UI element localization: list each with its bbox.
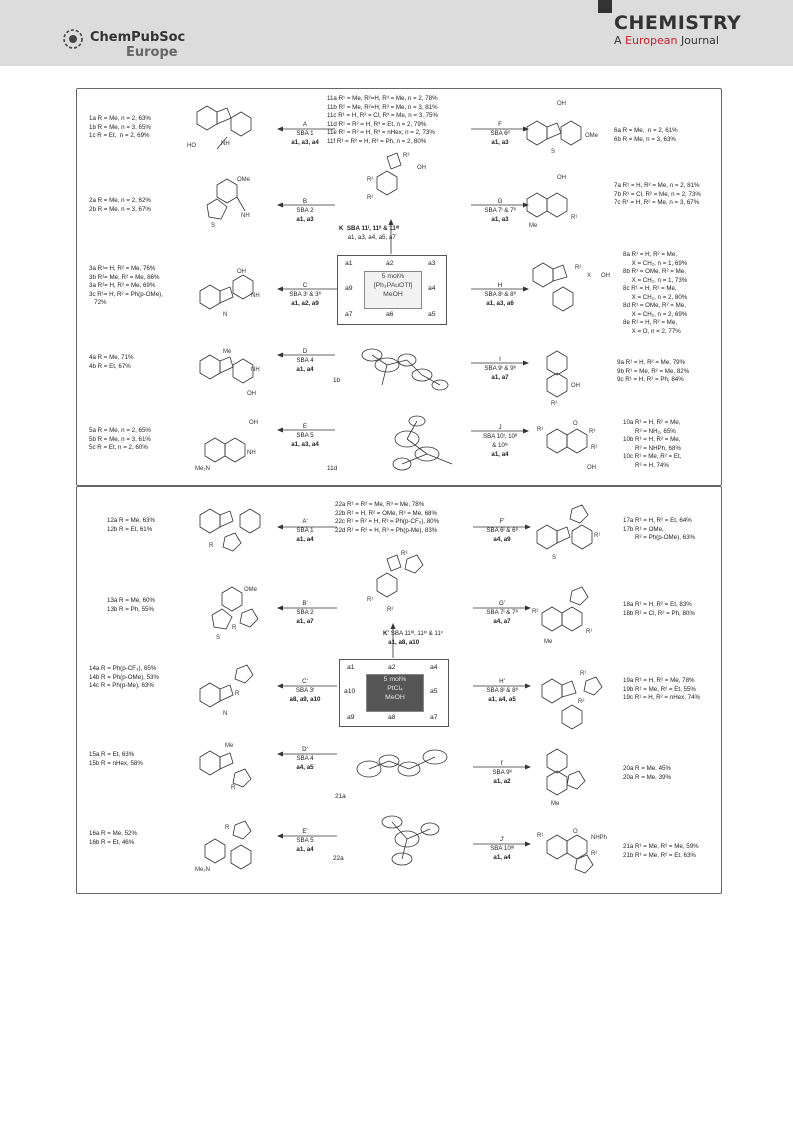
crystal-label: 22a [333, 855, 344, 862]
arrow-catalysts: a4, a5 [296, 764, 314, 771]
arrow-sba: SBA 3ᴵ [295, 687, 315, 694]
grid-label: a4 [428, 285, 436, 292]
catalyst-name: PtCl₄ [387, 685, 403, 692]
svg-text:Me₂N: Me₂N [195, 867, 210, 873]
svg-text:R³: R³ [401, 551, 408, 557]
catalyst-name: [Ph₃PAuOTf] [373, 282, 413, 289]
arrow-sba: SBA 2 [296, 207, 314, 214]
arrow-catalysts: a1, a3, a6 [486, 300, 514, 307]
arrow-letter: F [498, 121, 502, 128]
arrow-sba: SBA 9ᴵᴵ [492, 769, 512, 776]
svg-text:Me: Me [551, 801, 560, 807]
svg-text:OH: OH [587, 465, 596, 471]
svg-text:R¹: R¹ [537, 833, 544, 839]
result-5: 5a R = Me, n = 2, 65% 5b R = Me, n = 3, 61% 5c R = Et, n = 2, 60% [89, 427, 151, 451]
arrow-catalysts: a1, a4 [491, 451, 509, 458]
arrow-sba: SBA 6ᴵ & 6ᴵᴵ [486, 527, 518, 534]
svg-text:NHPh: NHPh [591, 835, 608, 841]
svg-text:Me: Me [529, 223, 538, 229]
svg-text:OH: OH [557, 101, 566, 107]
arrow-sba: SBA 1 [296, 527, 314, 534]
arrow-letter: I' [500, 760, 504, 767]
arrow-sba: SBA 1 [296, 130, 314, 137]
arrow-sba: SBA 5 [296, 837, 314, 844]
svg-text:R³: R³ [403, 153, 410, 159]
platinum-catalysis-scheme-panel [76, 486, 722, 894]
svg-text:O: O [573, 421, 578, 427]
svg-text:NH: NH [221, 141, 230, 147]
logo-brand: ChemPubSoc [90, 30, 186, 45]
arrow-catalysts: a1, a7 [296, 618, 314, 625]
result-3: 3a R¹= H, R² = Me, 76% 3b R¹= Me, R² = Me, 86% 3a R¹= H, R² = Me, 69% 3c R¹= H, R² = Ph(p-OMe), 72% [89, 265, 163, 306]
result-14: 14a R = Ph(p-CF₃), 65% 14b R = Ph(p-OMe), 53% 14c R = Ph(p-Me), 63% [89, 665, 159, 689]
result-18: 18a R¹ = H, R² = Et, 83% 18b R¹ = Cl, R² = Ph, 80% [623, 601, 695, 617]
arrow-sba: SBA 11ᴵᴵᴵ, 11ᴵᵛ & 11ᵛ [390, 630, 443, 637]
grid-label: a5 [430, 688, 438, 695]
grid-label: a3 [428, 260, 436, 267]
arrow-catalysts: a1, a2 [493, 778, 511, 785]
arrow-catalysts: a1, a8, a10 [388, 639, 420, 646]
arrow-sba: SBA 5 [296, 432, 314, 439]
arrow-catalysts: a1, a7 [491, 374, 509, 381]
journal-sub-a: A [614, 34, 626, 47]
result-4: 4a R = Me, 71% 4b R = Et, 67% [89, 354, 134, 370]
result-6: 6a R = Me, n = 2, 61% 6b R = Me, n = 3, 63% [614, 127, 678, 143]
svg-text:R¹: R¹ [367, 177, 374, 183]
arrow-sba: SBA 11ᴵ, 11ᴵᴵ & 11ᴵᴵᴵ [346, 225, 400, 232]
svg-text:N: N [223, 711, 228, 717]
arrow-catalysts: a1, a3, a4, a5, a7 [347, 234, 396, 241]
arrow-catalysts: a1, a4 [296, 536, 314, 543]
arrow-sba: SBA 2 [296, 609, 314, 616]
svg-text:R¹: R¹ [594, 533, 601, 539]
arrow-letter: F' [499, 518, 505, 525]
svg-text:S: S [552, 555, 557, 561]
svg-text:R: R [232, 625, 237, 631]
svg-text:R²: R² [387, 607, 394, 613]
svg-text:OMe: OMe [237, 177, 251, 183]
svg-text:OH: OH [247, 391, 256, 397]
arrow-sba: SBA 7ᴵ & 7ᴵᴵ [484, 207, 516, 214]
arrow-catalysts: a1, a2, a9 [291, 300, 319, 307]
svg-text:HO: HO [187, 143, 196, 149]
result-12: 12a R = Me, 63% 12b R = Et, 61% [107, 517, 155, 533]
journal-subtitle [614, 34, 719, 47]
journal-sub-c: Journal [680, 34, 719, 47]
svg-text:R¹: R¹ [367, 597, 374, 603]
svg-text:Me₂N: Me₂N [195, 466, 210, 472]
svg-text:OMe: OMe [585, 133, 599, 139]
result-15: 15a R = Et, 63% 15b R = nHex, 58% [89, 751, 143, 767]
journal-sub-b: European [625, 34, 681, 47]
svg-text:X: X [587, 273, 592, 279]
svg-text:NH: NH [251, 293, 260, 299]
svg-text:NH: NH [247, 450, 256, 456]
arrow-letter: J [498, 424, 502, 431]
arrow-catalysts: a4, a9 [493, 536, 511, 543]
result-20: 20a R = Me, 45% 20a R = Me, 39% [623, 765, 671, 781]
arrow-sba: SBA 3ᴵ & 3ᴵᴵ [289, 291, 321, 298]
svg-text:NH: NH [241, 213, 250, 219]
svg-text:R²: R² [575, 265, 582, 271]
arrow-letter: B' [302, 600, 308, 607]
arrow-catalysts: a1, a4 [296, 366, 314, 373]
arrow-catalysts: a1, a3, a4 [291, 139, 319, 146]
page-header [0, 0, 793, 66]
svg-text:OH: OH [417, 165, 426, 171]
arrow-letter: D [302, 348, 308, 355]
arrow-catalysts: a8, a9, a10 [289, 696, 321, 703]
arrow-letter: A [302, 121, 308, 128]
arrow-letter: C' [302, 678, 308, 685]
arrow-sba: SBA 9ᴵ & 9ᴵᴵ [484, 365, 516, 372]
svg-text:R: R [209, 543, 214, 549]
grid-label: a10 [344, 688, 356, 695]
arrow-catalysts: a4, a7 [493, 618, 511, 625]
top-panel-arrows [77, 89, 721, 485]
svg-text:R²: R² [367, 195, 374, 201]
arrow-sba: SBA 8ᴵ & 8ᴵᴵ [484, 291, 516, 298]
arrow-letter: E' [302, 828, 308, 835]
arrow-letter: H' [499, 678, 505, 685]
arrow-letter: G' [499, 600, 505, 607]
arrow-catalysts: a1, a3 [491, 139, 509, 146]
svg-text:R: R [225, 825, 230, 831]
catalyst-loading: 5 mol% [383, 676, 407, 683]
grid-label: a7 [430, 714, 438, 721]
bottom-panel-arrows [77, 487, 721, 893]
svg-text:S: S [216, 635, 221, 641]
catalyst-solvent: MeOH [383, 291, 403, 298]
grid-label: a5 [428, 311, 436, 318]
arrow-letter: K' [383, 630, 389, 637]
crystal-label: 11d [327, 465, 338, 472]
catalyst-loading: 5 mol% [381, 273, 405, 280]
grid-label: a6 [386, 311, 394, 318]
grid-label: a9 [347, 714, 355, 721]
svg-text:R: R [235, 691, 240, 697]
arrow-letter: J' [499, 836, 505, 843]
result-19: 19a R¹ = H, R² = Me, 78% 19b R¹ = Me, R² = Et, 55% 19c R¹ = H, R² = nHex, 74% [623, 677, 701, 701]
result-2: 2a R = Me, n = 2, 62% 2b R = Me, n = 3, 67% [89, 197, 151, 213]
svg-text:R¹: R¹ [580, 671, 587, 677]
grid-label: a9 [345, 285, 353, 292]
arrow-letter: C [302, 282, 308, 289]
result-22: 22a R¹ = R² = Me, R³ = Me, 78% 22b R¹ = H, R² = OMe, R³ = Me, 68% 22c R¹ = R² = H, R³ = Ph(p-CF₃), 80% 22d R¹ = R² = H, R³ = Ph(p-Me), 83% [335, 501, 440, 534]
svg-text:R: R [231, 785, 236, 791]
arrow-letter: E [302, 423, 308, 430]
arrow-sba: SBA 10ᴵ, 10ᴵᴵ & 10ᴵᵛ [482, 433, 518, 449]
svg-text:R²: R² [578, 699, 585, 705]
grid-label: a2 [388, 664, 396, 671]
svg-text:R²: R² [591, 445, 598, 451]
arrow-letter: I [499, 356, 501, 363]
catalyst-solvent: MeOH [385, 694, 405, 701]
svg-text:OH: OH [601, 273, 610, 279]
result-13: 13a R = Me, 60% 13b R = Ph, 55% [107, 597, 155, 613]
svg-text:OH: OH [571, 383, 580, 389]
svg-text:R¹: R¹ [571, 215, 578, 221]
arrow-letter: A' [302, 518, 308, 525]
arrow-sba: SBA 4 [296, 357, 314, 364]
svg-text:O: O [573, 829, 578, 835]
result-16: 16a R = Me, 52% 16b R = Et, 46% [89, 830, 137, 846]
arrow-letter: H [497, 282, 503, 289]
svg-text:Me: Me [223, 349, 232, 355]
result-17: 17a R¹ = H, R² = Et, 64% 17b R¹ = OMe, R² = Ph(p-OMe), 63% [623, 517, 696, 541]
arrow-letter: B [302, 198, 308, 205]
arrow-catalysts: a1, a3 [491, 216, 509, 223]
gold-catalysis-scheme-panel [76, 88, 722, 486]
arrow-letter: K [339, 225, 344, 232]
journal-tab-mark [598, 0, 612, 13]
svg-text:S: S [551, 149, 556, 155]
svg-text:NH: NH [251, 367, 260, 373]
svg-text:R¹: R¹ [586, 629, 593, 635]
grid-label: a8 [388, 714, 396, 721]
journal-title: CHEMISTRY [614, 12, 742, 34]
grid-label: a1 [345, 260, 353, 267]
grid-label: a7 [345, 311, 353, 318]
crystal-label: 1b [333, 377, 341, 384]
svg-text:OH: OH [249, 420, 258, 426]
grid-label: a4 [430, 664, 438, 671]
arrow-catalysts: a1, a3 [296, 216, 314, 223]
arrow-letter: G [497, 198, 503, 205]
arrow-sba: SBA 8ᴵ & 8ᴵᴵ [486, 687, 518, 694]
arrow-sba: SBA 7ᴵ & 7ᴵᴵ [486, 609, 518, 616]
result-10: 10a R¹ = H, R² = Me, R³ = NH₂, 65% 10b R¹ = H, R² = Me, R³ = NHPh, 68% 10c R¹ = Me, R² = Et, R³ = H, 74% [623, 419, 682, 469]
svg-text:R²: R² [591, 851, 598, 857]
arrow-sba: SBA 4 [296, 755, 314, 762]
result-7: 7a R¹ = H, R² = Me, n = 2, 81% 7b R¹ = Cl, R² = Me, n = 2, 73% 7c R¹ = H, R² = Me, n = 3, 67% [614, 182, 701, 206]
result-1: 1a R = Me, n = 2, 63% 1b R = Me, n = 3, 65% 1c R = Et, n = 2, 69% [89, 115, 151, 139]
result-11: 11a R¹ = Me, R²=H, R³ = Me, n = 2, 78% 11b R¹ = Me, R²=H, R³ = Me, n = 3, 81% 11c R¹ = H, R² = Cl, R³ = Me, n = 3, 75% 11d R¹ = R² = H, R³ = Et, n = 2, 79% 11e R¹ = R² = H, R³ = nHex, n = 2, 73% 11f R¹ = R² = H, R³ = Ph, n = 2, 80% [327, 95, 438, 145]
svg-text:R¹: R¹ [537, 427, 544, 433]
logo-region: Europe [126, 45, 178, 60]
svg-text:R²: R² [532, 609, 539, 615]
arrow-sba: SBA 6ᴵᴵ [490, 130, 510, 137]
arrow-letter: D' [302, 746, 308, 753]
result-8: 8a R¹ = H, R² = Me, X = CH₂, n = 1, 69% 8b R¹ = OMe, R² = Me, X = CH₂, n = 1, 73% 8c R¹ = H, R² = Me, X = CH₂, n = 2, 80% 8d R¹ = OMe, R² = Me, X = CH₂, n = 2, 69% 8e R¹ = H, R² = Me, X = O, n = 2, 77% [623, 251, 688, 335]
result-9: 9a R¹ = H, R² = Me, 79% 9b R¹ = Me, R² = Me, 82% 9c R¹ = H, R² = Ph, 84% [617, 359, 690, 383]
arrow-catalysts: a1, a3, a4 [291, 441, 319, 448]
grid-label: a1 [347, 664, 355, 671]
result-21: 21a R¹ = Me, R² = Me, 59% 21b R¹ = Me, R² = Et, 63% [623, 843, 699, 859]
svg-text:N: N [223, 312, 228, 318]
svg-text:Me: Me [544, 639, 553, 645]
crystal-label: 21a [335, 793, 346, 800]
arrow-catalysts: a1, a4 [493, 854, 511, 861]
svg-text:R¹: R¹ [551, 401, 558, 407]
arrow-catalysts: a1, a4 [296, 846, 314, 853]
svg-text:S: S [211, 223, 216, 229]
arrow-sba: SBA 10ᴵᴵᴵ [490, 845, 514, 852]
svg-text:R³: R³ [589, 429, 596, 435]
svg-text:OH: OH [237, 269, 246, 275]
arrow-catalysts: a1, a4, a5 [488, 696, 516, 703]
svg-text:Me: Me [225, 743, 234, 749]
svg-text:OH: OH [557, 175, 566, 181]
svg-text:OMe: OMe [244, 587, 258, 593]
chempubsoc-logo-icon [62, 28, 84, 50]
grid-label: a2 [386, 260, 394, 267]
